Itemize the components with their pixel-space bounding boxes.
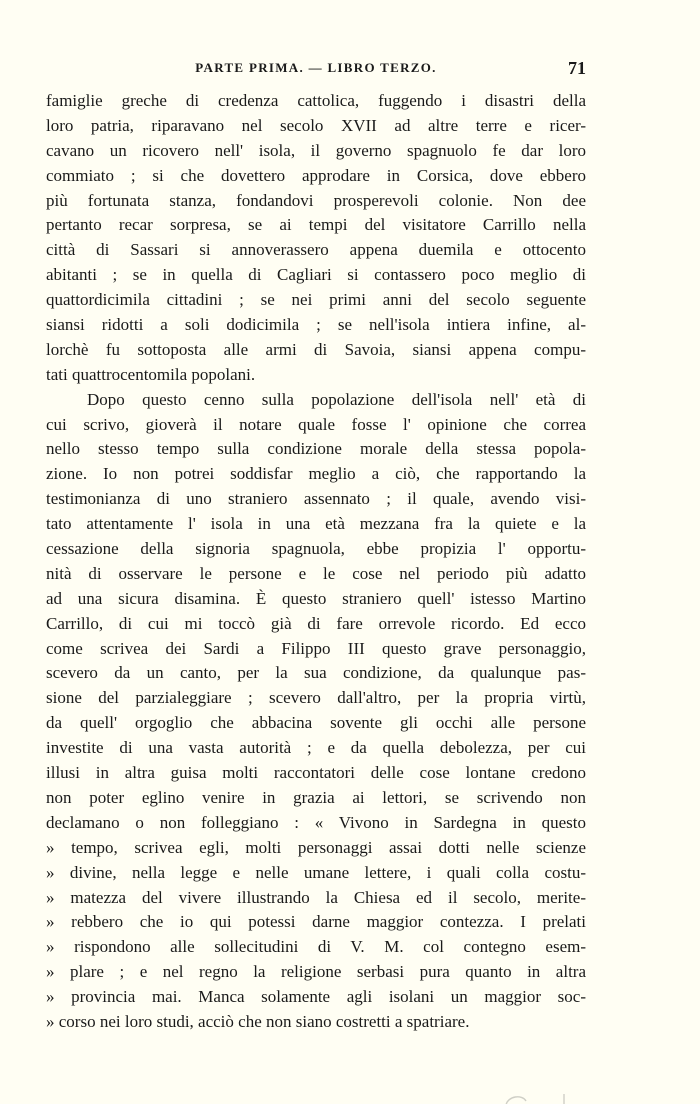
text-line: sione del parzialeggiare ; scevero dall'altro, per la propria virtù, (46, 688, 586, 708)
text-line: tato attentamente l' isola in una età mezzana fra la quiete e la (46, 514, 586, 534)
text-line: zione. Io non potrei soddisfar meglio a ciò, che rapportando la (46, 464, 586, 484)
text-line: Carrillo, di cui mi toccò già di fare orrevole ricordo. Ed ecco (46, 613, 586, 633)
text-line: testimonianza di uno straniero assennato ; il quale, avendo visi- (46, 489, 586, 509)
text-line: » rebbero che io qui potessi darne maggior contezza. I prelati (46, 912, 586, 932)
text-line: Dopo questo cenno sulla popolazione dell'isola nell' età di (87, 389, 586, 409)
text-line: cavano un ricovero nell' isola, il governo spagnuolo fe dar loro (46, 140, 586, 160)
text-line: città di Sassari si annoverassero appena duemila e ottocento (46, 240, 586, 260)
text-line: tati quattrocentomila popolani. (46, 364, 256, 384)
text-line: illusi in altra guisa molti raccontatori delle cose lontane credono (46, 763, 586, 783)
text-line: » provincia mai. Manca solamente agli isolani un maggior soc- (46, 987, 586, 1007)
text-line: cessazione della signoria spagnuola, ebbe propizia l' opportu- (46, 539, 586, 559)
text-line: » matezza del vivere illustrando la Chiesa ed il secolo, merite- (46, 887, 586, 907)
text-line: commiato ; si che dovettero approdare in Corsica, dove ebbero (46, 165, 586, 185)
text-line: » divine, nella legge e nelle umane lettere, i quali colla costu- (46, 862, 586, 882)
scan-watermark (500, 1090, 590, 1104)
text-body (46, 89, 586, 1035)
running-head (46, 58, 586, 82)
text-line: pertanto recar sorpresa, se ai tempi del visitatore Carrillo nella (46, 215, 586, 235)
text-line: » plare ; e nel regno la religione serbasi pura quanto in altra (46, 962, 586, 982)
paragraph-1 (46, 89, 586, 388)
text-line: investite di una vasta autorità ; e da quella debolezza, per cui (46, 738, 586, 758)
text-line: più fortunata stanza, fondandovi prosperevoli colonie. Non dee (46, 190, 586, 210)
text-line: loro patria, riparavano nel secolo XVII ad altre terre e ricer- (46, 115, 586, 135)
watermark-fragment-icon (500, 1092, 590, 1104)
text-line: famiglie greche di credenza cattolica, fuggendo i disastri della (46, 91, 586, 110)
text-line: declamano o non folleggiano : « Vivono in Sardegna in questo (46, 812, 586, 832)
text-line: da quell' orgoglio che abbacina sovente gli occhi alle persone (46, 713, 586, 733)
text-line: abitanti ; se in quella di Cagliari si contassero poco meglio di (46, 265, 586, 285)
text-line: cui scrivo, gioverà il notare quale fosse l' opinione che correa (46, 414, 586, 434)
running-title: PARTE PRIMA. — LIBRO TERZO. (195, 60, 437, 75)
text-line: » tempo, scrivea egli, molti personaggi assai dotti nelle scienze (46, 837, 586, 857)
text-line: nità di osservare le persone e le cose nel periodo più adatto (46, 563, 586, 583)
text-line: lorchè fu sottoposta alle armi di Savoia, siansi appena compu- (46, 339, 586, 359)
text-line: ad una sicura disamina. È questo straniero quell' istesso Martino (46, 588, 586, 608)
text-line: non poter eglino venire in grazia ai lettori, se scrivendo non (46, 787, 586, 807)
text-line: scevero da un canto, per la sua condizione, da qualunque pas- (46, 663, 586, 683)
page-number: 71 (568, 58, 586, 78)
text-line: quattordicimila cittadini ; se nei primi anni del secolo seguente (46, 290, 586, 310)
text-line: nello stesso tempo sulla condizione morale della stessa popola- (46, 439, 586, 459)
paragraph-2 (46, 388, 586, 1035)
text-line: come scrivea dei Sardi a Filippo III questo grave personaggio, (46, 638, 586, 658)
text-line: » rispondono alle sollecitudini di V. M. col contegno esem- (46, 937, 586, 957)
text-line: siansi ridotti a soli dodicimila ; se nell'isola intiera infine, al- (46, 315, 586, 335)
text-line: » corso nei loro studi, acciò che non siano costretti a spatriare. (46, 1011, 470, 1031)
